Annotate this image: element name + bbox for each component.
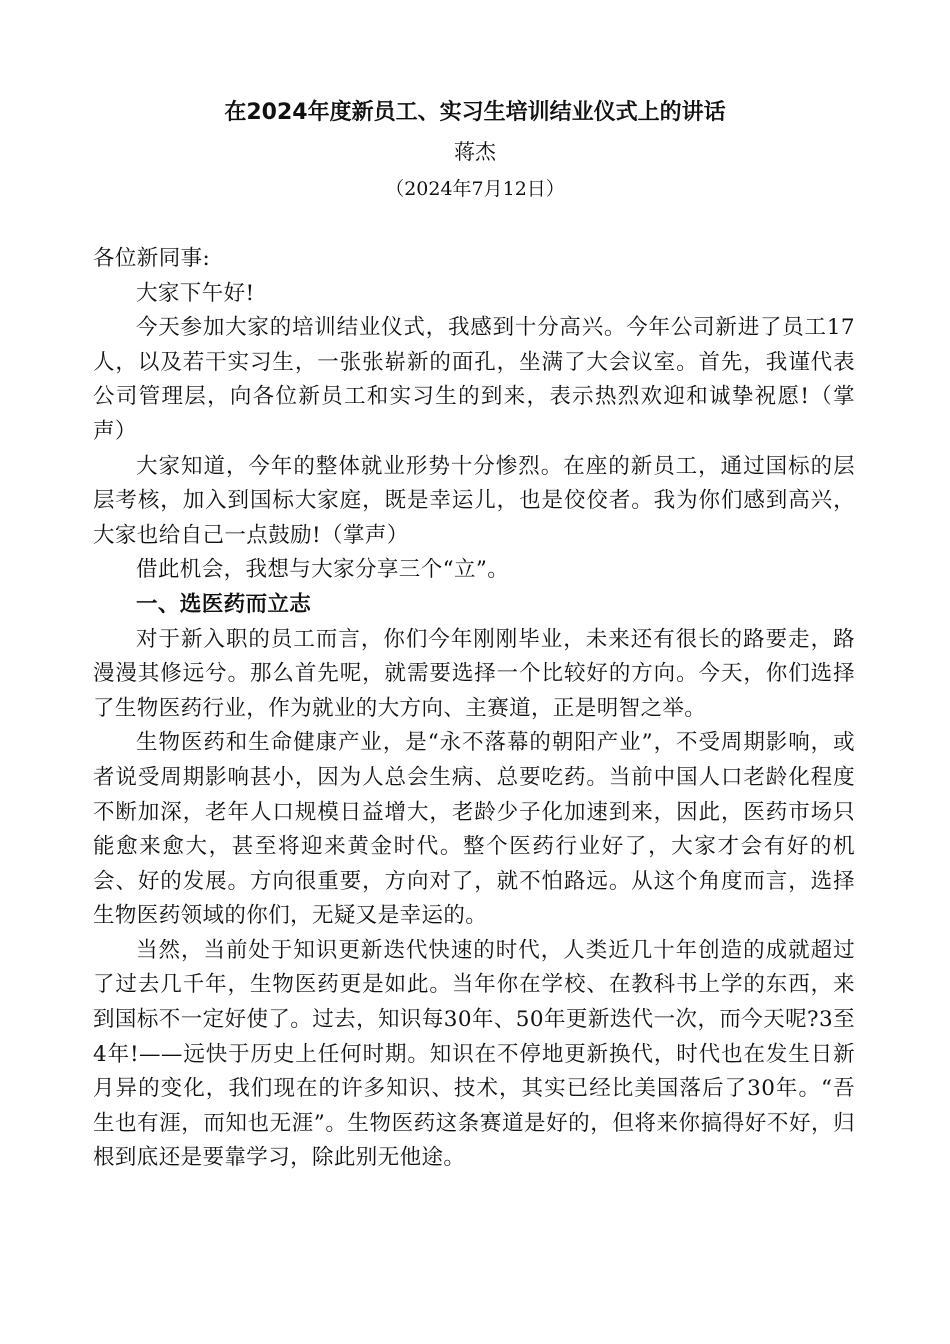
paragraph-direction: 对于新入职的员工而言，你们今年刚刚毕业，未来还有很长的路要走，路漫漫其修远兮。那么首先呢，就需要选择一个比较好的方向。今天，你们选择了生物医药行业，作为就业的大方向、主赛道，正是明智之举。 — [93, 626, 855, 721]
document-header — [0, 93, 950, 207]
paragraph-industry: 生物医药和生命健康产业，是“永不落幕的朝阳产业”，不受周期影响，或者说受周期影响甚小，因为人总会生病、总要吃药。当前中国人口老龄化程度不断加深，老年人口规模日益增大，老龄少子化加速到来，因此，医药市场只能愈来愈大，甚至将迎来黄金时代。整个医药行业好了，大家才会有好的机会、好的发展。方向很重要，方向对了，就不怕路远。从这个角度而言，选择生物医药领域的你们，无疑又是幸运的。 — [93, 730, 855, 929]
paragraph-employment: 大家知道，今年的整体就业形势十分惨烈。在座的新员工，通过国标的层层考核，加入到国标大家庭，既是幸运儿，也是佼佼者。我为你们感到高兴，大家也给自己一点鼓励!（掌声） — [93, 453, 855, 548]
speech-date: （2024年7月12日） — [385, 178, 565, 200]
paragraph-greeting: 大家下午好! — [136, 280, 255, 306]
paragraph-learning: 当然，当前处于知识更新迭代快速的时代，人类近几十年创造的成就超过了过去几千年，生物医药更是如此。当年你在学校、在教科书上学的东西，来到国标不一定好使了。过去，知识每30年、50年更新迭代一次，而今天呢?3至4年!——远快于历史上任何时期。知识在不停地更新换代，时代也在发生日新月异的变化，我们现在的许多知识、技术，其实已经比美国落后了30年。“吾生也有涯，而知也无涯”。生物医药这条赛道是好的，但将来你搞得好不好，归根到底还是要靠学习，除此别无他途。 — [93, 937, 855, 1171]
speaker-name: 蒋杰 — [454, 140, 496, 164]
salutation: 各位新同事: — [93, 246, 211, 271]
section-heading: 一、选医药而立志 — [136, 591, 312, 617]
speech-body — [93, 242, 855, 1176]
paragraph-welcome: 今天参加大家的培训结业仪式，我感到十分高兴。今年公司新进了员工17人，以及若干实习生，一张张崭新的面孔，坐满了大会议室。首先，我谨代表公司管理层，向各位新员工和实习生的到来，表示热烈欢迎和诚挚祝愿!（掌声） — [93, 315, 855, 444]
paragraph-share: 借此机会，我想与大家分享三个“立”。 — [136, 557, 510, 583]
speech-title: 在2024年度新员工、实习生培训结业仪式上的讲话 — [224, 100, 726, 125]
